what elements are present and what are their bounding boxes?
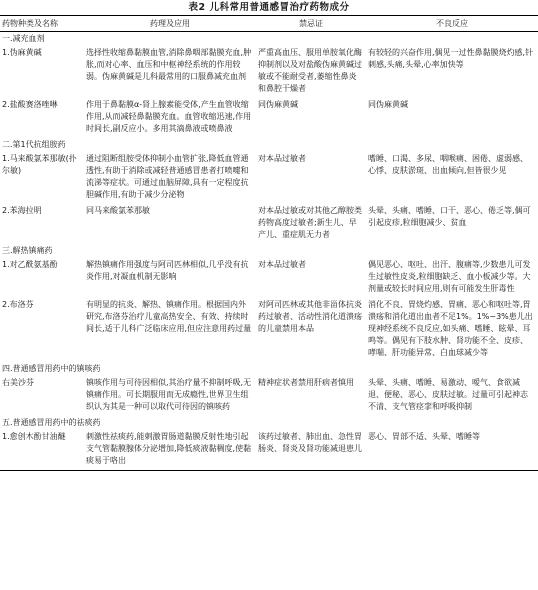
drug-name-cell: 2.苯海拉明	[2, 206, 42, 215]
drug-row	[0, 152, 538, 204]
adverse-reaction-cell: 偶见恶心、呕吐、出汗、腹痛等,少数患儿可发生过敏性皮炎,粒细胞缺乏、血小板减少等。大剂量或较长时间应用,则有可能发生肝毒性	[368, 260, 531, 293]
section-title: 四.普通感冒用药中的镇咳药	[2, 364, 101, 373]
adverse-reaction-cell: 嗜睡、口渴、多尿、咽喉痛、困倦、虚弱感、心悸、皮肤淤斑、出血倾向,但皆很少见	[368, 154, 528, 175]
contraindication-cell: 精神症状者禁用肝病者慎用	[258, 378, 354, 387]
section-title: 三.解热镇痛药	[2, 246, 53, 255]
header-drug-name: 药物种类及名称	[0, 16, 84, 32]
header-adverse-reactions: 不良反应	[366, 16, 538, 32]
table-header-row	[0, 16, 538, 32]
section-row	[0, 362, 538, 376]
drug-row	[0, 298, 538, 362]
drug-row	[0, 46, 538, 98]
contraindication-cell: 严重高血压、服用单胺氧化酶抑制剂以及对盐酸伪麻黄碱过敏或不能耐受者,萎缩性鼻炎和鼻腔干燥者	[258, 48, 362, 93]
drug-name-cell: 1.对乙酰氨基酚	[2, 260, 58, 269]
section-row	[0, 416, 538, 430]
adverse-reaction-cell: 恶心、胃部不适、头晕、嗜睡等	[366, 430, 538, 471]
adverse-reaction-cell: 同伪麻黄碱	[368, 100, 408, 109]
pharmacology-cell: 刺激性祛痰药,能刺激胃肠道黏膜反射性地引起支气管黏膜腺体分泌增加,降低痰液黏稠度,使黏痰易于咯出	[84, 430, 256, 471]
pharmacology-cell: 选择性收缩鼻黏膜血管,消除鼻咽部黏膜充血,肿胀,而对心率、血压和中枢神经系统的作用较弱。伪麻黄碱是儿科最常用的口服鼻减充血剂	[86, 48, 252, 81]
section-title: 一.减充血剂	[2, 34, 45, 43]
drug-row	[0, 376, 538, 416]
pharmacology-cell: 同马来酸氯苯那敏	[86, 206, 150, 215]
drug-name-cell: 1.马来酸氯苯那敏(扑尔敏)	[2, 154, 77, 175]
drug-row	[0, 258, 538, 298]
pharmacology-cell: 通过阻断组胺受体抑制小血管扩张,降低血管通透性,有助于消除或减轻普通感冒患者打喷嚏和流涕等症状。可通过血脑屏障,具有一定程度抗胆碱作用,有助于减少分泌物	[86, 154, 249, 199]
pharmacology-cell: 解热镇痛作用强度与阿司匹林相似,几乎没有抗炎作用,对凝血机制无影响	[86, 260, 249, 281]
section-title: 二.第1代抗组胺药	[2, 140, 66, 149]
section-title: 五.普通感冒用药中的祛痰药	[2, 418, 101, 427]
drug-name-cell: 2.布洛芬	[2, 300, 34, 309]
pharmacology-cell: 镇咳作用与可待因相似,其治疗量不抑制呼吸,无镇痛作用。可长期服用而无成瘾性,世界卫生组织认为其是一种可以取代可待因的镇咳药	[86, 378, 252, 411]
contraindication-cell: 对本品过敏者	[258, 154, 306, 163]
drug-row	[0, 98, 538, 138]
section-row	[0, 244, 538, 258]
adverse-reaction-cell: 消化不良、胃烧灼感、胃痛、恶心和呕吐等,胃溃疡和消化道出血者不足1%。1%~3%患儿出现神经系统不良反应,如头痛、嗜睡、眩晕、耳鸣等。偶见有下肢水肿、肾功能不全、皮疹、哮喘、肝功能异常、白血球减少等	[368, 300, 533, 357]
header-contraindications: 禁忌证	[256, 16, 366, 32]
contraindication-cell: 对阿司匹林或其他非甾体抗炎药过敏者、活动性消化道溃疡的儿童禁用本品	[258, 300, 362, 333]
contraindication-cell: 对本品过敏或对其他乙醇胺类药物高度过敏者;新生儿、早产儿、重症肌无力者	[258, 206, 362, 239]
table-title: 表2 儿科常用普通感冒治疗药物成分	[188, 2, 350, 13]
contraindication-cell: 对本品过敏者	[258, 260, 306, 269]
drug-name-cell: 右美沙芬	[2, 378, 34, 387]
adverse-reaction-cell: 头晕、头痛、嗜睡、易激动、嗳气、食欲减退、便秘、恶心、皮肤过敏。过量可引起神志不清、支气管痉挛和呼吸抑制	[368, 378, 528, 411]
section-row	[0, 32, 538, 47]
drug-name-cell: 1.愈创木酚甘油醚	[0, 430, 84, 471]
drug-row	[0, 430, 538, 471]
header-pharmacology: 药理及应用	[84, 16, 256, 32]
table-body	[0, 32, 538, 471]
pharmacology-cell: 作用于鼻黏膜α-肾上腺素能受体,产生血管收缩作用,从而减轻鼻黏膜充血。血管收缩迅速,作用时间长,副反应小。多用其滴鼻液或喷鼻液	[86, 100, 252, 133]
section-row	[0, 138, 538, 152]
drug-name-cell: 1.伪麻黄碱	[2, 48, 42, 57]
drug-row	[0, 204, 538, 244]
adverse-reaction-cell: 头晕、头痛、嗜睡、口干、恶心、倦乏等,偶可引起皮疹,粒细胞减少、贫血	[368, 206, 531, 227]
pharmacology-cell: 有明显的抗炎、解热、镇痛作用。根据国内外研究,布洛芬治疗儿童高热安全、有效、持续时间长,适于儿科广泛临床应用,但应注意用药过量	[86, 300, 252, 333]
contraindication-cell: 同伪麻黄碱	[258, 100, 298, 109]
drug-table	[0, 15, 538, 471]
contraindication-cell: 该药过敏者、肺出血、急性胃肠炎、肾炎及肾功能减退患儿	[256, 430, 366, 471]
drug-name-cell: 2.盐酸赛洛唑啉	[2, 100, 58, 109]
adverse-reaction-cell: 有较轻的兴奋作用,偶见一过性鼻黏膜烧灼感,针刺感,头痛,头晕,心率加快等	[368, 48, 534, 69]
